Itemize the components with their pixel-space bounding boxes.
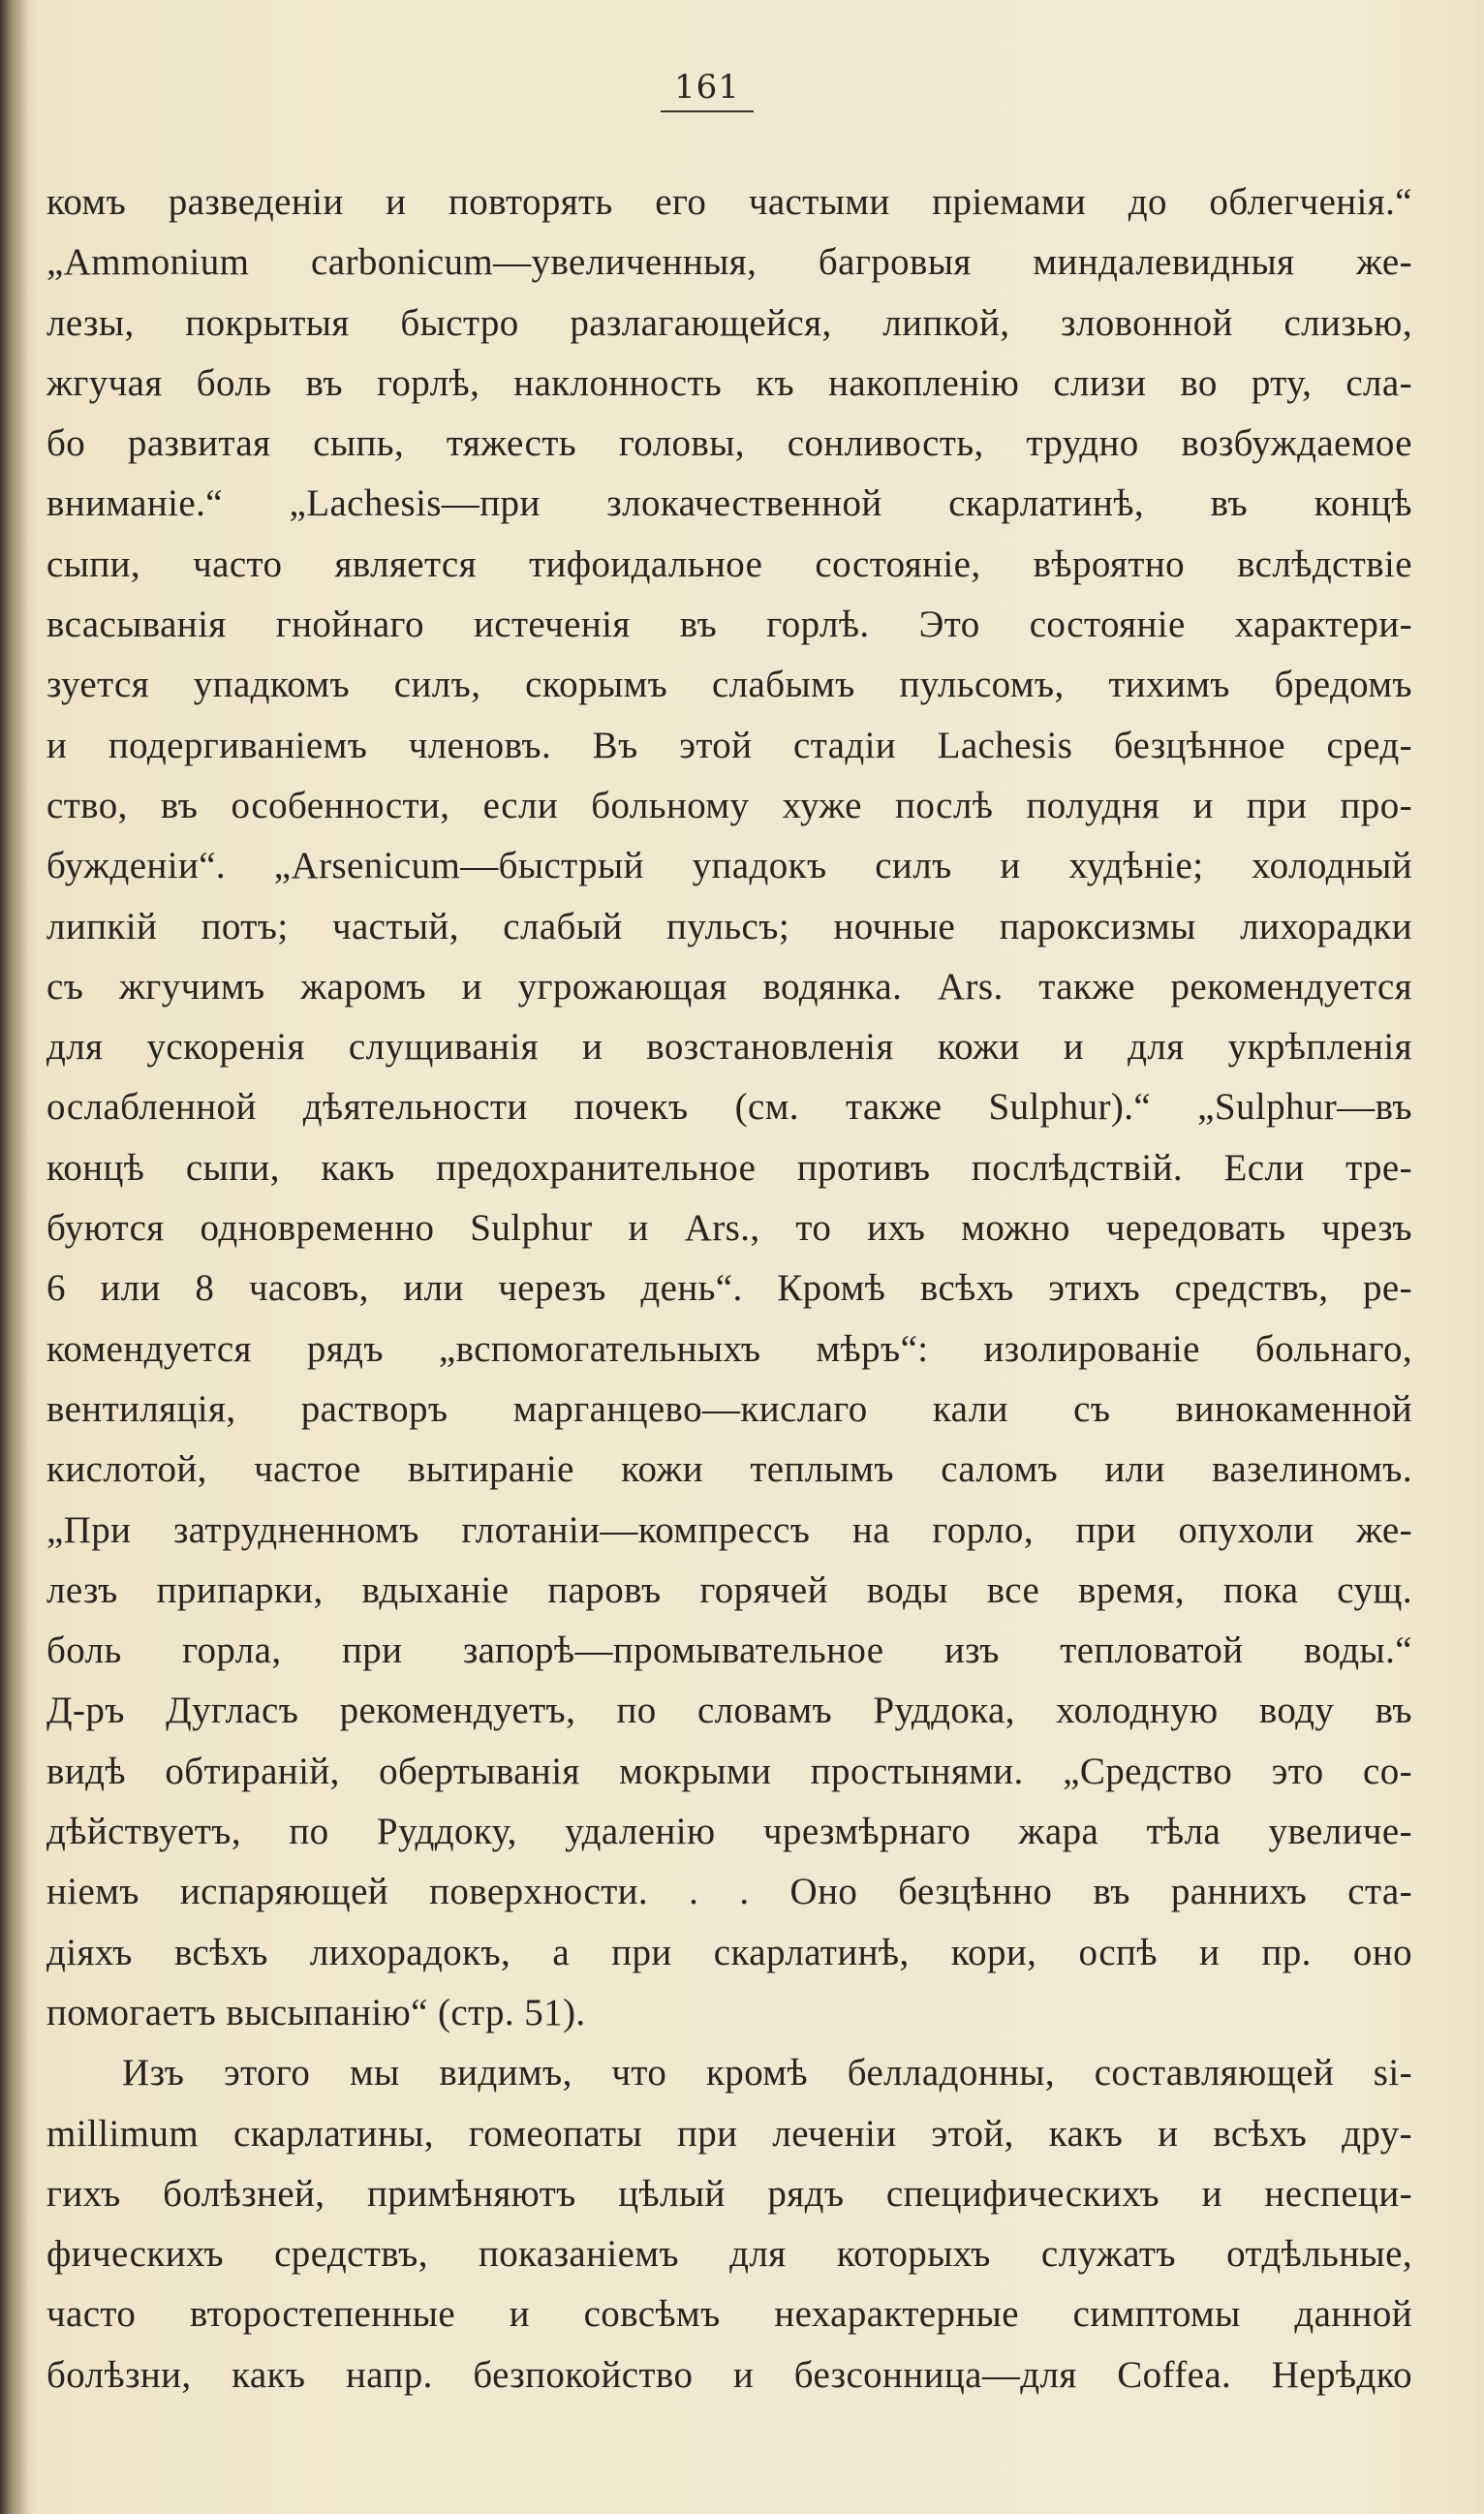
text-line: 6 или 8 часовъ, или черезъ день“. Кромѣ всѣхъ этихъ средствъ, ре- [46,1267,1412,1310]
body-text [46,172,1412,2405]
text-line: лезы, покрытыя быстро разлагающейся, липкой, зловонной слизью, [46,301,1412,344]
text-line: „Ammonium carbonicum—увеличенныя, багровыя миндалевидныя же- [46,241,1412,284]
text-line: для ускоренія слущиванія и возстановленія кожи и для укрѣпленія [46,1026,1412,1069]
text-line: помогаетъ высыпанію“ (стр. 51). [46,1991,586,2033]
text-line: вентиляція, растворъ марганцево—кислаго кали съ винокаменной [46,1387,1412,1430]
text-line: дѣйствуетъ, по Руддоку, удаленію чрезмѣрнаго жара тѣла увеличе- [46,1811,1412,1853]
text-line: концѣ сыпи, какъ предохранительное противъ послѣдствій. Если тре- [46,1146,1412,1189]
text-line: видѣ обтираній, обертыванія мокрыми простынями. „Средство это со- [46,1750,1412,1792]
text-line: сыпи, часто является тифоидальное состояніе, вѣроятно вслѣдствіе [46,543,1412,585]
text-line: бо развитая сыпь, тяжесть головы, сонливость, трудно возбуждаемое [46,422,1412,465]
text-line: ослабленной дѣятельности почекъ (см. также Sulphur).“ „Sulphur—въ [46,1086,1412,1129]
text-line: и подергиваніемъ членовъ. Въ этой стадіи Lachesis безцѣнное сред- [46,724,1412,766]
binding-gutter [0,0,29,2514]
text-line: съ жгучимъ жаромъ и угрожающая водянка. Ars. также рекомендуется [46,965,1412,1008]
text-line: ніемъ испаряющей поверхности. . . Оно безцѣнно въ раннихъ ста- [46,1871,1412,1913]
page-number-text: 161 [661,68,754,112]
text-line: боль горла, при запорѣ—промывательное изъ тепловатой воды.“ [46,1629,1412,1672]
text-line: гихъ болѣзней, примѣняютъ цѣлый рядъ специфическихъ и неспеци- [46,2172,1412,2215]
text-line: болѣзни, какъ напр. безпокойство и безсонница—для Coffea. Нерѣдко [46,2353,1412,2396]
text-line: фическихъ средствъ, показаніемъ для которыхъ служатъ отдѣльные, [46,2233,1412,2276]
page-number [0,68,1414,112]
text-line: комъ разведеніи и повторять его частыми пріемами до облегченія.“ [46,181,1412,223]
text-line: „При затрудненномъ глотаніи—компрессъ на горло, при опухоли же- [46,1508,1412,1551]
text-line: millimum скарлатины, гомеопаты при леченіи этой, какъ и всѣхъ дру- [46,2112,1412,2155]
text-line: всасыванія гнойнаго истеченія въ горлѣ. Это состояніе характери- [46,604,1412,646]
text-line: лезъ припарки, вдыханіе паровъ горячей воды все время, пока сущ. [46,1568,1412,1611]
text-line: бужденіи“. „Arsenicum—быстрый упадокъ силъ и худѣніе; холодный [46,845,1412,887]
text-line: вниманіе.“ „Lachesis—при злокачественной скарлатинѣ, въ концѣ [46,482,1412,525]
text-line: діяхъ всѣхъ лихорадокъ, а при скарлатинѣ, кори, оспѣ и пр. оно [46,1931,1412,1973]
text-line: зуется упадкомъ силъ, скорымъ слабымъ пульсомъ, тихимъ бредомъ [46,664,1412,706]
text-line: комендуется рядъ „вспомогательныхъ мѣръ“: изолированіе больнаго, [46,1327,1412,1370]
text-line: ство, въ особенности, если больному хуже послѣ полудня и при про- [46,784,1412,826]
text-line: Изъ этого мы видимъ, что кромѣ белладонны, составляющей si- [122,2052,1412,2095]
text-line: буются одновременно Sulphur и Ars., то ихъ можно чередовать чрезъ [46,1207,1412,1250]
text-line: Д-ръ Дугласъ рекомендуетъ, по словамъ Руддока, холодную воду въ [46,1690,1412,1732]
text-line: кислотой, частое вытираніе кожи теплымъ саломъ или вазелиномъ. [46,1448,1412,1491]
text-line: часто второстепенные и совсѣмъ нехарактерные симптомы данной [46,2293,1412,2336]
text-line: липкій потъ; частый, слабый пульсъ; ночные пароксизмы лихорадки [46,905,1412,947]
text-line: жгучая боль въ горлѣ, наклонность къ накопленію слизи во рту, сла- [46,361,1412,404]
